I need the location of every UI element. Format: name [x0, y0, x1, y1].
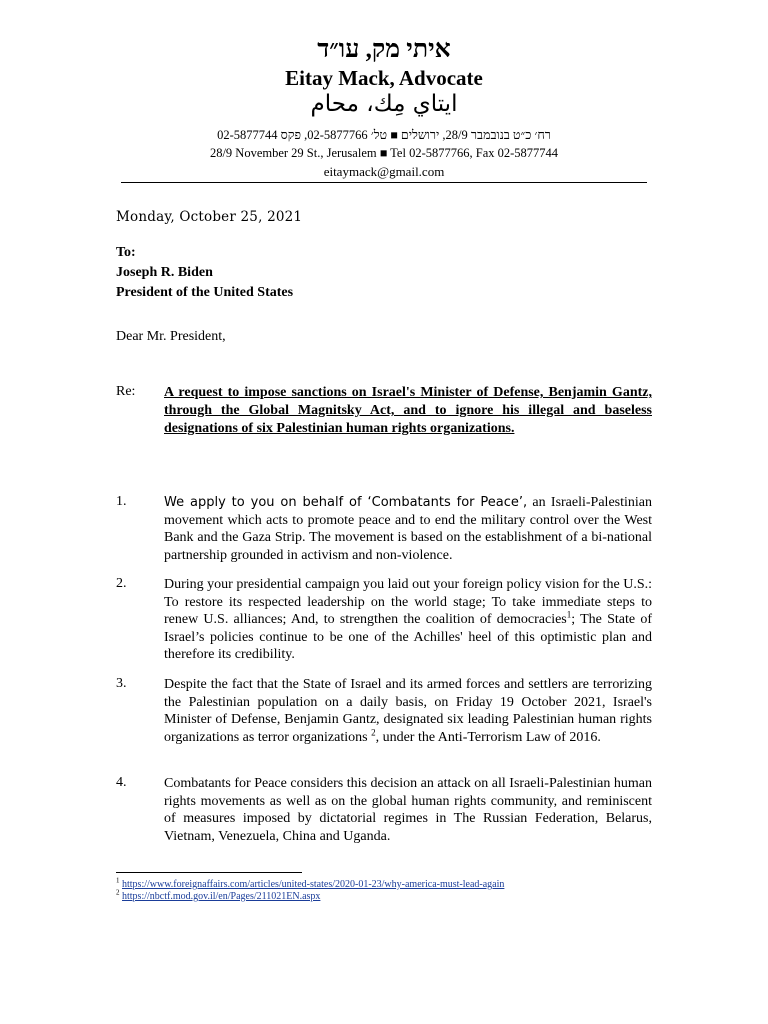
paragraph-3-text-after: , under the Anti-Terrorism Law of 2016.	[375, 729, 601, 745]
letterhead-hebrew-address: רח׳ כ״ט בנובמבר 28/9, ירושלים ■ טל׳ 02-5877766, פקס 02-5877744	[217, 128, 551, 142]
paragraph-1-text: an Israeli-Palestinian movement which acts to promote peace and to end the military control over the West Bank and the Gaza Strip. The movement is based on the establishment of a bi-national partnership grounded in activism and non-violence.	[164, 495, 652, 563]
footnote-1	[116, 876, 505, 890]
letterhead-email: eitaymack@gmail.com	[323, 164, 445, 179]
paragraph-2-text-after: ; The State of Israel’s policies continue to be one of the Achilles' heel of this optimistic plan and therefore its credibility.	[164, 612, 653, 662]
re-subject: A request to impose sanctions on Israel's Minister of Defense, Benjamin Gantz, through the Global Magnitsky Act, and to ignore his illegal and baseless designations of six Palestinian human rights organizations.	[164, 385, 652, 436]
footnote-ref-2[interactable]: 2	[371, 726, 376, 737]
recipient-name: Joseph R. Biden	[116, 265, 213, 280]
footnote-divider	[116, 872, 302, 873]
paragraph-2-text-before: During your presidential campaign you laid out your foreign policy vision for the U.S.: To restore its respected leadership on the world stage; To take immediate steps to renew U.S. alliances; And, to strengthen the coalition of democracies	[164, 577, 652, 627]
paragraph-2	[164, 576, 652, 664]
greeting: Dear Mr. President,	[116, 329, 226, 344]
paragraph-number: 2.	[116, 576, 127, 591]
paragraph-number: 1.	[116, 494, 127, 509]
addressee-block	[116, 243, 293, 303]
footnote-1-link[interactable]: https://www.foreignaffairs.com/articles/united-states/2020-01-23/why-america-must-lead-again	[122, 879, 505, 890]
re-label: Re:	[116, 384, 136, 399]
paragraph-number: 4.	[116, 775, 127, 790]
letterhead-divider	[121, 182, 647, 183]
paragraph-3	[164, 676, 652, 746]
to-label: To:	[116, 245, 136, 260]
paragraph-number: 3.	[116, 676, 127, 691]
footnote-2-link[interactable]: https://nbctf.mod.gov.il/en/Pages/211021EN.aspx	[122, 891, 321, 902]
paragraph-4: Combatants for Peace considers this decision an attack on all Israeli-Palestinian human rights movements as well as on the global human rights community, and reminiscent of measures imposed by dictatorial regimes in The Russian Federation, Belarus, Vietnam, Venezuela, China and Uganda.	[164, 776, 652, 844]
letterhead-hebrew-name: איתי מק, עו״ד	[317, 36, 451, 63]
footnote-2	[116, 888, 321, 902]
paragraph-1-lead: We apply to you on behalf of ‘Combatants for Peace’,	[164, 495, 528, 510]
recipient-title: President of the United States	[116, 285, 294, 300]
letterhead-arabic-name: ايتاي مِك، محام	[310, 91, 458, 117]
paragraph-3-text-before: Despite the fact that the State of Israel and its armed forces and settlers are terrorizing the Palestinian population on a daily basis, on Friday 19 October 2021, Israel's Minister of Defense, Benjamin Gantz, designated six leading Palestinian human rights organizations as terror organizations	[164, 677, 652, 745]
footnote-mark: 1	[116, 876, 120, 885]
letterhead-english-address: 28/9 November 29 St., Jerusalem ■ Tel 02-5877766, Fax 02-5877744	[209, 146, 559, 160]
paragraph-1	[164, 494, 652, 564]
letterhead-english-name: Eitay Mack, Advocate	[285, 66, 483, 90]
footnote-ref-1[interactable]: 1	[566, 609, 572, 620]
footnote-mark: 2	[116, 888, 120, 897]
letter-date: Monday, October 25, 2021	[116, 209, 303, 225]
